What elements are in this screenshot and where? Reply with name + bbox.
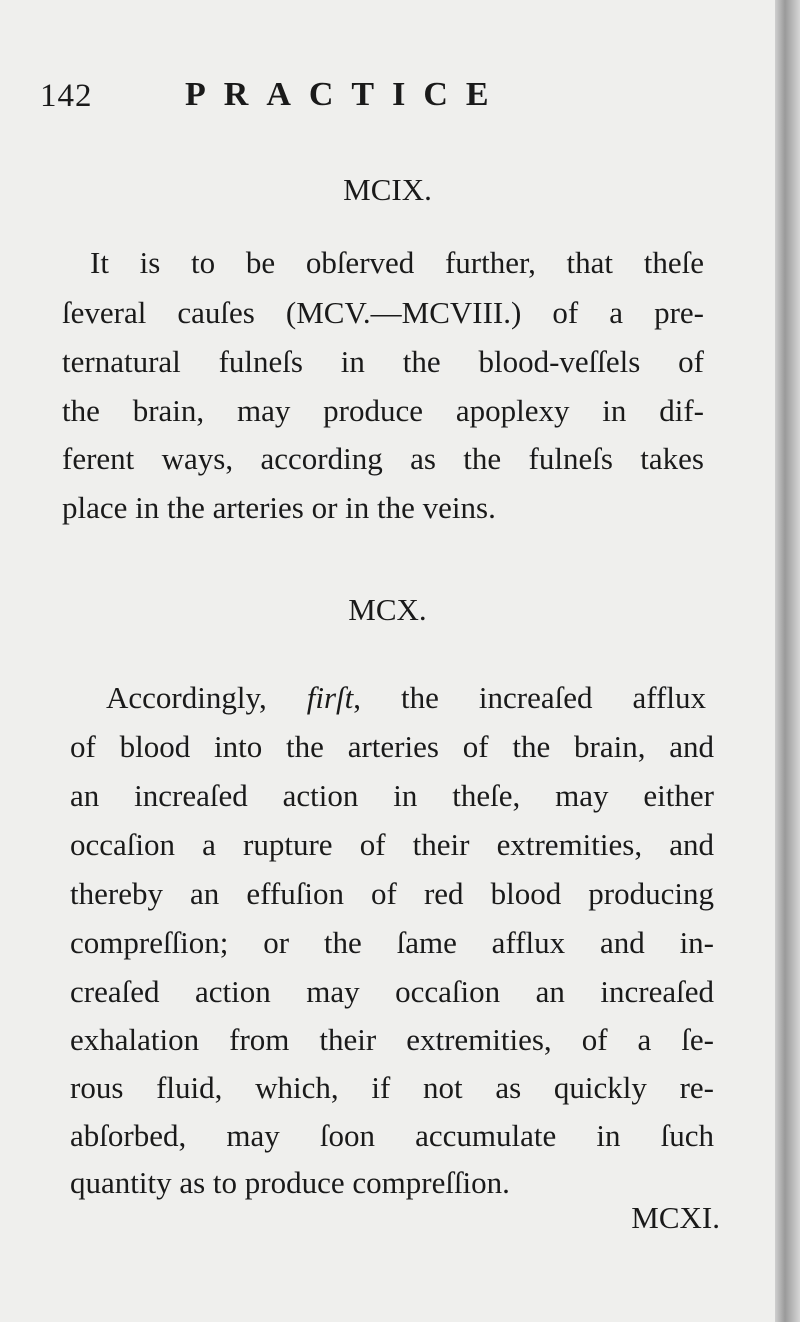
paragraph-line: place in the arteries or in the veins. [62,490,496,525]
paragraph-line: exhalation from their extremities, of a ſe- [70,1022,714,1057]
running-title: PRACTICE [185,76,507,113]
paragraph-line: quantity as to produce compreſſion. [70,1165,510,1200]
paragraph-line: the brain, may produce apoplexy in dif- [62,393,704,428]
first-line-start: Accordingly, [106,680,307,715]
section-heading: MCX. [348,592,427,627]
paragraph-line: rous fluid, which, if not as quickly re- [70,1070,714,1105]
first-line-end: , the increaſed afflux [353,680,706,715]
page-number: 142 [40,78,93,114]
paragraph-line: It is to be obſerved further, that theſe [90,245,704,280]
paragraph-line: ferent ways, according as the fulneſs takes [62,441,704,476]
paragraph-line: ternatural fulneſs in the blood-veſſels of [62,344,704,379]
paragraph-line: compreſſion; or the ſame afflux and in- [70,925,714,960]
section-heading: MCIX. [343,172,432,207]
paragraph-line: of blood into the arteries of the brain, and [70,729,714,764]
paragraph-line: ſeveral cauſes (MCV.—MCVIII.) of a pre- [62,295,704,330]
paragraph-line: thereby an effuſion of red blood producing [70,876,714,911]
paragraph-line: creaſed action may occaſion an increaſed [70,974,714,1009]
page-edge-shadow [775,0,800,1322]
paragraph-line: occaſion a rupture of their extremities, and [70,827,714,862]
catchword: MCXI. [631,1200,720,1235]
paragraph-line [106,680,706,716]
emphasis-first: firſt [306,680,354,715]
paragraph-line: an increaſed action in theſe, may either [70,778,714,813]
paragraph-line: abſorbed, may ſoon accumulate in ſuch [70,1118,714,1153]
